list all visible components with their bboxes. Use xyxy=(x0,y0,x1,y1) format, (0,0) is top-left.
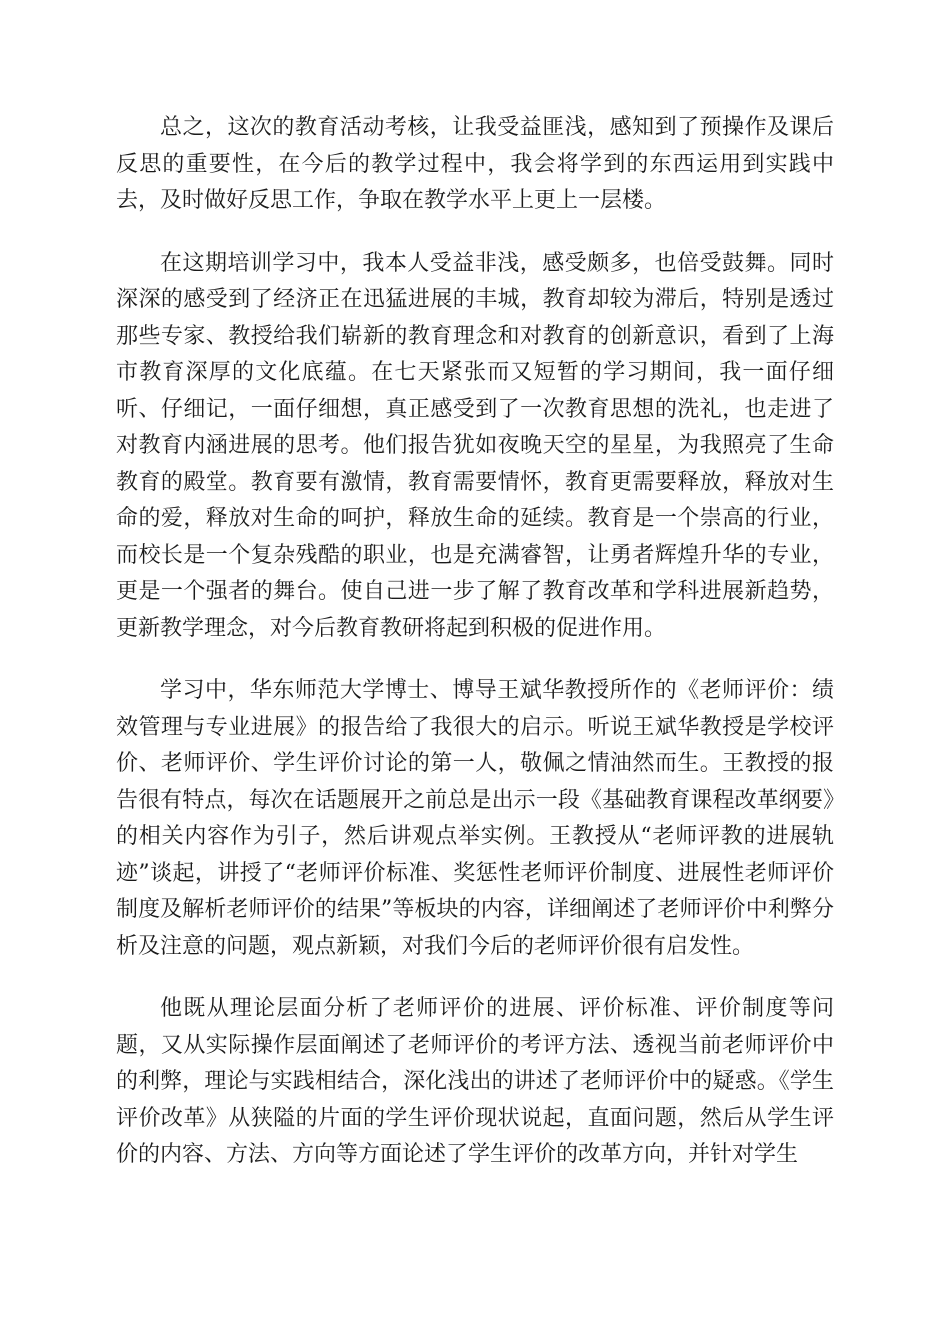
paragraph-1: 总之，这次的教育活动考核，让我受益匪浅，感知到了预操作及课后反思的重要性，在今后的教学过程中，我会将学到的东西运用到实践中去，及时做好反思工作，争取在教学水平上更上一层楼。 xyxy=(116,115,834,213)
paragraph-3: 学习中，华东师范大学博士、博导王斌华教授所作的《老师评价：绩效管理与专业进展》的报告给了我很大的启示。听说王斌华教授是学校评价、老师评价、学生评价讨论的第一人，敬佩之情油然而生。王教授的报告很有特点，每次在话题展开之前总是出示一段《基础教育课程改革纲要》的相关内容作为引子，然后讲观点举实例。王教授从“老师评教的进展轨迹”谈起，讲授了“老师评价标准、奖惩性老师评价制度、进展性老师评价制度及解析老师评价的结果”等板块的内容，详细阐述了老师评价中利弊分析及注意的问题，观点新颖，对我们今后的老师评价很有启发性。 xyxy=(116,678,834,959)
document-body xyxy=(116,110,834,1200)
paragraph-2: 在这期培训学习中，我本人受益非浅，感受颇多，也倍受鼓舞。同时深深的感受到了经济正在迅猛进展的丰城，教育却较为滞后，特别是透过那些专家、教授给我们崭新的教育理念和对教育的创新意识，看到了上海市教育深厚的文化底蕴。在七天紧张而又短暂的学习期间，我一面仔细听、仔细记，一面仔细想，真正感受到了一次教育思想的洗礼，也走进了对教育内涵进展的思考。他们报告犹如夜晚天空的星星，为我照亮了生命教育的殿堂。教育要有激情，教育需要情怀，教育更需要释放，释放对生命的爱，释放对生命的呵护，释放生命的延续。教育是一个崇高的行业，而校长是一个复杂残酷的职业，也是充满睿智，让勇者辉煌升华的专业，更是一个强者的舞台。使自己进一步了解了教育改革和学科进展新趋势，更新教学理念，对今后教育教研将起到积极的促进作用。 xyxy=(116,250,834,641)
paragraph-4: 他既从理论层面分析了老师评价的进展、评价标准、评价制度等问题，又从实际操作层面阐述了老师评价的考评方法、透视当前老师评价中的利弊，理论与实践相结合，深化浅出的讲述了老师评价中的疑惑。《学生评价改革》从狭隘的片面的学生评价现状说起，直面问题，然后从学生评价的内容、方法、方向等方面论述了学生评价的改革方向，并针对学生 xyxy=(116,996,834,1167)
